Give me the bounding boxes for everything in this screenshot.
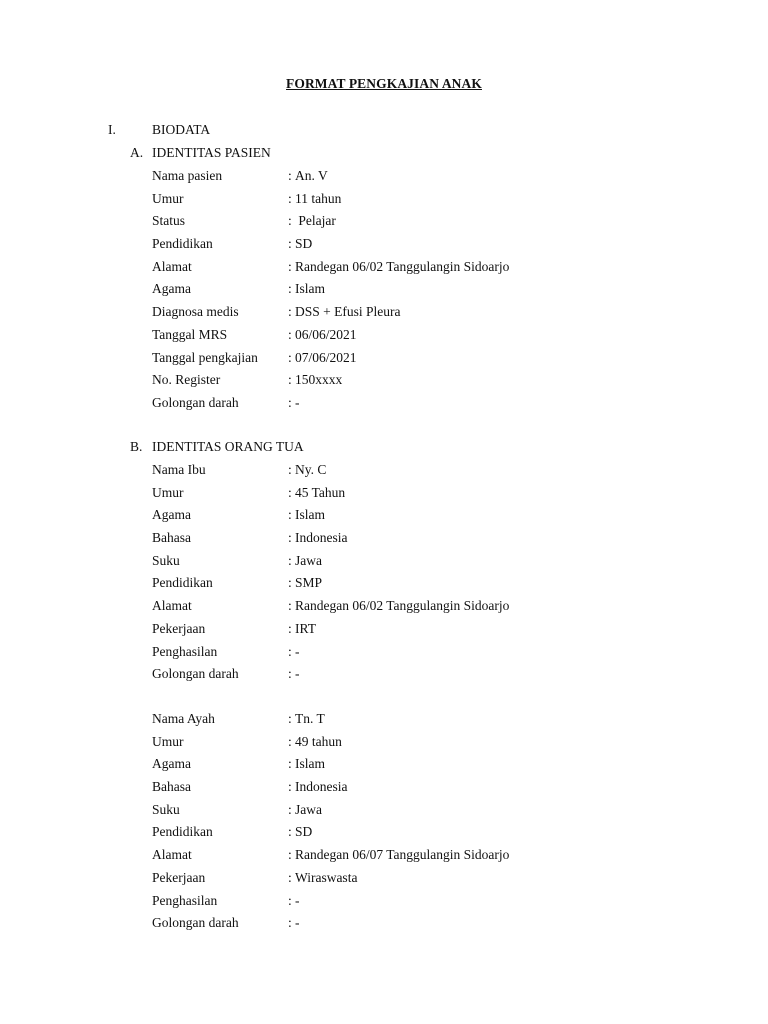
field-separator: :	[288, 281, 292, 297]
field-value: Wiraswasta	[295, 869, 358, 885]
field-label: Pekerjaan	[152, 620, 206, 636]
field-separator: :	[288, 484, 292, 500]
field-label: Umur	[152, 190, 184, 206]
field-label: Pekerjaan	[152, 869, 206, 885]
field-value: -	[295, 643, 300, 659]
field-value: Indonesia	[295, 530, 348, 546]
field-separator: :	[288, 326, 292, 342]
field-separator: :	[288, 847, 292, 863]
field-separator: :	[288, 892, 292, 908]
field-value: 49 tahun	[295, 733, 342, 749]
field-label: Pendidikan	[152, 575, 213, 591]
field-separator: :	[288, 190, 292, 206]
parent-identity-letter: B.	[130, 439, 143, 454]
field-label: Diagnosa medis	[152, 304, 239, 320]
field-row	[152, 256, 712, 279]
field-value: 07/06/2021	[295, 349, 357, 365]
field-row	[152, 753, 712, 776]
field-label: Suku	[152, 801, 180, 817]
field-label: Pendidikan	[152, 824, 213, 840]
field-value: Ny. C	[295, 462, 327, 477]
patient-identity-letter: A.	[130, 145, 144, 160]
field-label: Alamat	[152, 847, 192, 863]
field-value: Randegan 06/07 Tanggulangin Sidoarjo	[295, 847, 510, 863]
field-label: Status	[152, 213, 186, 229]
field-separator: :	[288, 168, 292, 183]
field-row	[152, 867, 712, 890]
field-row	[152, 799, 712, 822]
field-row	[152, 663, 712, 686]
field-separator: :	[288, 620, 292, 636]
parent-identity-title: IDENTITAS ORANG TUA	[152, 439, 304, 454]
field-row	[152, 369, 712, 392]
field-value: Tn. T	[295, 711, 325, 726]
field-value: An. V	[295, 168, 328, 183]
field-label: Umur	[152, 484, 184, 500]
field-separator: :	[288, 372, 292, 388]
field-label: Nama Ibu	[152, 462, 206, 477]
field-label: Pendidikan	[152, 236, 213, 252]
field-label: Alamat	[152, 258, 192, 274]
field-separator: :	[288, 711, 292, 726]
field-label: Nama pasien	[152, 168, 223, 183]
field-value: Jawa	[295, 552, 322, 568]
field-row	[152, 844, 712, 867]
parent-identity-heading	[130, 439, 730, 455]
field-value: Islam	[295, 756, 325, 772]
field-row	[152, 618, 712, 641]
field-row	[152, 821, 712, 844]
field-row	[152, 641, 712, 664]
field-label: Penghasilan	[152, 643, 218, 659]
field-value: Randegan 06/02 Tanggulangin Sidoarjo	[295, 598, 510, 614]
field-value: SD	[295, 824, 313, 840]
field-value: -	[295, 892, 300, 908]
field-row	[152, 278, 712, 301]
patient-identity-list	[152, 165, 712, 415]
mother-identity-list	[152, 459, 712, 686]
field-value: Indonesia	[295, 779, 348, 795]
field-separator: :	[288, 349, 292, 365]
field-value: -	[295, 915, 300, 931]
field-separator: :	[288, 552, 292, 568]
field-row	[152, 890, 712, 913]
field-value: 45 Tahun	[295, 484, 346, 500]
field-value: 11 tahun	[295, 190, 342, 206]
section-number: I.	[108, 122, 116, 137]
field-label: No. Register	[152, 372, 221, 388]
field-row	[152, 708, 712, 731]
field-value: IRT	[295, 620, 316, 636]
field-label: Golongan darah	[152, 666, 239, 682]
field-row	[152, 550, 712, 573]
field-separator: :	[288, 236, 292, 252]
field-row	[152, 210, 712, 233]
field-row	[152, 165, 712, 188]
document-title: FORMAT PENGKAJIAN ANAK	[286, 76, 482, 91]
field-separator: :	[288, 530, 292, 546]
field-value: Pelajar	[295, 213, 336, 229]
field-separator: :	[288, 575, 292, 591]
field-label: Bahasa	[152, 779, 191, 795]
field-row	[152, 347, 712, 370]
patient-identity-heading	[130, 145, 730, 161]
field-label: Alamat	[152, 598, 192, 614]
field-row	[152, 188, 712, 211]
field-label: Golongan darah	[152, 915, 239, 931]
field-row	[152, 912, 712, 935]
field-row	[152, 459, 712, 482]
field-value: 150xxxx	[295, 372, 343, 388]
field-separator: :	[288, 258, 292, 274]
field-row	[152, 731, 712, 754]
field-value: DSS + Efusi Pleura	[295, 304, 401, 320]
field-label: Agama	[152, 756, 191, 772]
field-separator: :	[288, 462, 292, 477]
field-value: 06/06/2021	[295, 326, 357, 342]
field-separator: :	[288, 733, 292, 749]
field-label: Bahasa	[152, 530, 191, 546]
field-label: Tanggal pengkajian	[152, 349, 258, 365]
field-separator: :	[288, 304, 292, 320]
father-identity-list	[152, 708, 712, 935]
field-label: Penghasilan	[152, 892, 218, 908]
field-label: Nama Ayah	[152, 711, 215, 726]
field-label: Umur	[152, 733, 184, 749]
field-row	[152, 301, 712, 324]
field-separator: :	[288, 869, 292, 885]
section-heading: BIODATA	[152, 122, 211, 137]
field-separator: :	[288, 756, 292, 772]
field-separator: :	[288, 598, 292, 614]
field-row	[152, 504, 712, 527]
field-label: Agama	[152, 281, 191, 297]
field-label: Golongan darah	[152, 394, 239, 410]
field-label: Tanggal MRS	[152, 326, 228, 342]
field-value: Islam	[295, 507, 325, 523]
field-separator: :	[288, 394, 292, 410]
field-row	[152, 233, 712, 256]
field-separator: :	[288, 824, 292, 840]
patient-identity-title: IDENTITAS PASIEN	[152, 145, 271, 160]
field-separator: :	[288, 643, 292, 659]
field-value: Jawa	[295, 801, 322, 817]
field-label: Suku	[152, 552, 180, 568]
field-value: -	[295, 394, 300, 410]
field-row	[152, 324, 712, 347]
field-value: Islam	[295, 281, 325, 297]
field-row	[152, 482, 712, 505]
field-separator: :	[288, 915, 292, 931]
field-value: SD	[295, 236, 313, 252]
field-row	[152, 595, 712, 618]
field-separator: :	[288, 666, 292, 682]
field-value: SMP	[295, 575, 323, 591]
field-row	[152, 776, 712, 799]
field-row	[152, 527, 712, 550]
field-label: Agama	[152, 507, 191, 523]
field-row	[152, 392, 712, 415]
field-separator: :	[288, 779, 292, 795]
field-value: Randegan 06/02 Tanggulangin Sidoarjo	[295, 258, 510, 274]
field-row	[152, 572, 712, 595]
field-separator: :	[288, 507, 292, 523]
field-value: -	[295, 666, 300, 682]
field-separator: :	[288, 213, 292, 229]
field-separator: :	[288, 801, 292, 817]
